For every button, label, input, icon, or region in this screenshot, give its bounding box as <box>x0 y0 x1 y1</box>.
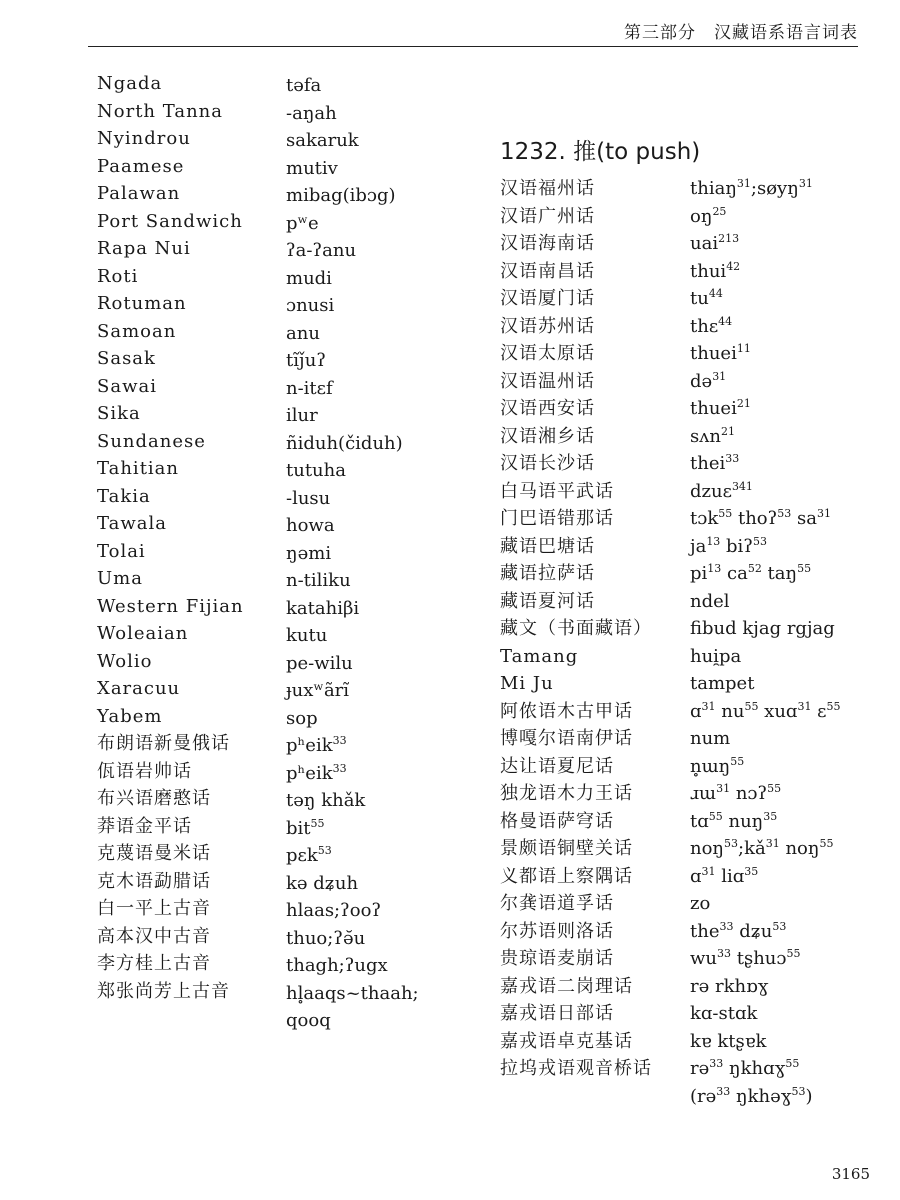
language-name: 汉语湘乡话 <box>500 425 595 447</box>
language-name: 尔苏语则洛话 <box>500 920 614 942</box>
language-name: 藏语拉萨话 <box>500 563 595 584</box>
word-form: də$^{31}$ <box>690 369 727 392</box>
language-name: 尔龚语道孚话 <box>500 893 614 914</box>
word-form: $noŋ^{53};kǎ^{31}$ noŋ$^{55}$ <box>690 837 834 859</box>
language-name: Wolio <box>97 650 153 672</box>
word-form: -aŋah <box>286 102 337 124</box>
left-form-column <box>286 72 419 1035</box>
language-name: 克木语勐腊话 <box>97 870 211 892</box>
language-name: 独龙语木力王话 <box>500 783 633 804</box>
language-name: Tolai <box>97 540 146 562</box>
word-form: fibud kjag rgjag <box>690 618 835 639</box>
word-form: sakaruk <box>286 130 359 151</box>
language-name: 布朗语新曼俄话 <box>97 733 230 754</box>
language-name: 高本汉中古音 <box>97 925 211 947</box>
word-form: kə dʑuh <box>286 872 359 894</box>
language-name <box>500 1083 652 1111</box>
word-form: tutuha <box>286 460 346 481</box>
language-name: Port Sandwich <box>97 210 243 232</box>
language-name: 贵琼语麦崩话 <box>500 948 614 969</box>
language-name: Nyindrou <box>97 128 191 149</box>
language-name: Ngada <box>97 73 163 94</box>
language-name: 汉语南昌话 <box>500 260 595 282</box>
word-form: num <box>690 728 731 749</box>
word-form: $oŋ^{25}$ <box>690 204 727 227</box>
language-name: 佤语岩帅话 <box>97 760 192 782</box>
language-name: 嘉戎语二岗理话 <box>500 975 633 997</box>
word-form: tampet <box>690 673 755 694</box>
language-name: Mi Ju <box>500 673 554 694</box>
language-name: 白马语平武话 <box>500 480 614 502</box>
word-form: pʰeik$^{33}$ <box>286 734 347 756</box>
word-form: zo <box>690 893 711 914</box>
language-name: Yabem <box>97 705 163 727</box>
language-name: Palawan <box>97 183 181 204</box>
language-name: Rotuman <box>97 293 187 314</box>
word-form: pʷe <box>286 212 319 234</box>
language-name: 藏语夏河话 <box>500 590 595 612</box>
language-name: Tawala <box>97 513 167 534</box>
word-form: tĩǰuʔ <box>286 350 326 371</box>
word-form: pɛk$^{53}$ <box>286 844 332 866</box>
word-form: $tu^{44}$ <box>690 287 723 309</box>
language-name: 汉语福州话 <box>500 178 595 199</box>
word-form: uai$^{213}$ <box>690 232 740 254</box>
language-name: 汉语海南话 <box>500 233 595 254</box>
language-name: 达让语夏尼话 <box>500 755 614 777</box>
page-number: 3165 <box>831 1165 870 1183</box>
language-name: 义都语上察隅话 <box>500 865 633 887</box>
word-form: anu <box>286 322 320 344</box>
language-name: 汉语温州话 <box>500 370 595 392</box>
word-form: rə rkhɒɣ <box>690 975 769 997</box>
word-form: kɐ ktʂɐk <box>690 1030 767 1052</box>
section-title: 1232. 推(to push) <box>500 139 701 165</box>
language-name: 汉语厦门话 <box>500 288 595 309</box>
word-form: hui̯pa <box>690 645 742 667</box>
word-form: təŋ khǎk <box>286 790 366 811</box>
right-language-column <box>500 175 652 1110</box>
language-name: Tamang <box>500 645 579 667</box>
word-form: tɑ$^{55}$ nuŋ$^{35}$ <box>690 809 778 832</box>
language-name: Sundanese <box>97 430 206 452</box>
language-name: Sika <box>97 403 141 424</box>
language-name: Sawai <box>97 375 157 397</box>
word-form: mutiv <box>286 157 338 179</box>
language-name: 汉语广州话 <box>500 205 595 227</box>
language-name: 汉语太原话 <box>500 343 595 364</box>
language-name: 藏语巴塘话 <box>500 535 595 557</box>
language-name: Uma <box>97 568 143 589</box>
word-form: ɟuxʷãrĩ <box>286 680 350 701</box>
word-form: katahiβi <box>286 597 360 619</box>
running-header <box>88 14 858 47</box>
word-form: mibag(ibɔg) <box>286 185 396 206</box>
word-form: pʰeik$^{33}$ <box>286 761 347 784</box>
word-form: n-tiliku <box>286 570 351 591</box>
word-form: thuei$^{11}$ <box>690 342 751 364</box>
word-form: ʔa-ʔanu <box>286 240 357 261</box>
language-name: 李方桂上古音 <box>97 953 211 974</box>
word-form: n-itɛf <box>286 377 333 399</box>
language-name: 汉语西安话 <box>500 398 595 419</box>
word-form: ñiduh(čiduh) <box>286 432 403 454</box>
language-name: Roti <box>97 265 139 287</box>
word-form: $wu^{33}$ tʂhuɔ$^{55}$ <box>690 947 801 969</box>
word-form: the$^{33}$ dʑu$^{53}$ <box>690 919 787 942</box>
language-name: 格曼语萨穹话 <box>500 810 614 832</box>
language-name: Paamese <box>97 155 185 177</box>
language-name: 汉语长沙话 <box>500 453 595 474</box>
language-name: Xaracuu <box>97 678 181 699</box>
language-name: North Tanna <box>97 100 223 122</box>
word-form: kɑ-stɑk <box>690 1003 758 1024</box>
word-form: sʌn$^{21}$ <box>690 424 735 447</box>
word-form: thui$^{42}$ <box>690 259 741 282</box>
word-form: thɛ$^{44}$ <box>690 314 733 337</box>
word-form: thei$^{33}$ <box>690 452 740 474</box>
language-name: 拉坞戎语观音桥话 <box>500 1058 652 1079</box>
word-form: ɑ$^{31}$ liɑ$^{35}$ <box>690 864 759 887</box>
language-name: 郑张尚芳上古音 <box>97 980 230 1002</box>
word-form: ɹɯ$^{31}$ nɔʔ$^{55}$ <box>690 782 782 804</box>
word-form: n̥ɯŋ$^{55}$ <box>690 754 745 777</box>
language-name: 阿侬语木古甲话 <box>500 700 633 722</box>
word-form: ŋəmi <box>286 542 332 564</box>
header-title: 第三部分 汉藏语系语言词表 <box>624 23 858 43</box>
word-form: sop <box>286 707 318 729</box>
language-name: Takia <box>97 485 151 507</box>
word-form: ndel <box>690 590 730 612</box>
language-name: 汉语苏州话 <box>500 315 595 337</box>
word-form: pe-wilu <box>286 652 353 674</box>
language-name: Woleaian <box>97 623 189 644</box>
word-form: bit$^{55}$ <box>286 816 325 839</box>
right-form-column <box>690 175 841 1110</box>
language-name: 藏文（书面藏语） <box>500 618 652 639</box>
word-form: ɔnusi <box>286 295 335 316</box>
word-form: $pi^{13}$ $ca^{52}$ taŋ$^{55}$ <box>690 562 812 584</box>
word-form: tɔk$^{55}$ thoʔ$^{53}$ $sa^{31}$ <box>690 507 831 529</box>
language-name: Western Fijian <box>97 595 244 617</box>
language-name: Sasak <box>97 348 156 369</box>
language-name: 莽语金平话 <box>97 815 192 837</box>
word-form: -lusu <box>286 487 331 509</box>
word-form: $ja^{13}$ biʔ$^{53}$ <box>690 534 767 557</box>
language-name: 博嘎尔语南伊话 <box>500 728 633 749</box>
language-name: 门巴语错那话 <box>500 508 614 529</box>
language-name: 嘉戎语日部话 <box>500 1003 614 1024</box>
language-name: Samoan <box>97 320 177 342</box>
word-form: təfa <box>286 75 322 96</box>
word-form: mudi <box>286 267 332 289</box>
word-form: howa <box>286 515 335 536</box>
language-name: 嘉戎语卓克基话 <box>500 1030 633 1052</box>
word-form: rə$^{33}$ ŋkhɑɣ$^{55}$ <box>690 1057 800 1079</box>
word-form: thuo;ʔǝ̆u <box>286 927 366 949</box>
word-form: ilur <box>286 405 318 426</box>
word-form: dzuɛ$^{341}$ <box>690 479 753 502</box>
language-name: Tahitian <box>97 458 180 479</box>
language-name: 白一平上古音 <box>97 898 211 919</box>
word-form: thagh;ʔugx <box>286 955 388 976</box>
language-name: 景颇语铜壁关话 <box>500 838 633 859</box>
word-form: thuei$^{21}$ <box>690 397 751 419</box>
word-form: qooq <box>286 1010 331 1031</box>
language-name: Rapa Nui <box>97 238 191 259</box>
word-form: thiaŋ$^{31}$;søyŋ$^{31}$ <box>690 177 813 199</box>
word-form: ɑ$^{31}$ $nu^{55}$ xuɑ$^{31}$ ɛ$^{55}$ <box>690 699 841 722</box>
word-form: hl̥aaqs~thaah; <box>286 982 419 1004</box>
left-language-column <box>97 70 244 1005</box>
language-name: 克蔑语曼米话 <box>97 843 211 864</box>
word-form: kutu <box>286 625 328 646</box>
word-form: hlaas;ʔooʔ <box>286 900 382 921</box>
language-name: 布兴语磨憨话 <box>97 788 211 809</box>
word-form: (rə$^{33}$ ŋkhəɣ$^{53}$) <box>690 1084 813 1107</box>
